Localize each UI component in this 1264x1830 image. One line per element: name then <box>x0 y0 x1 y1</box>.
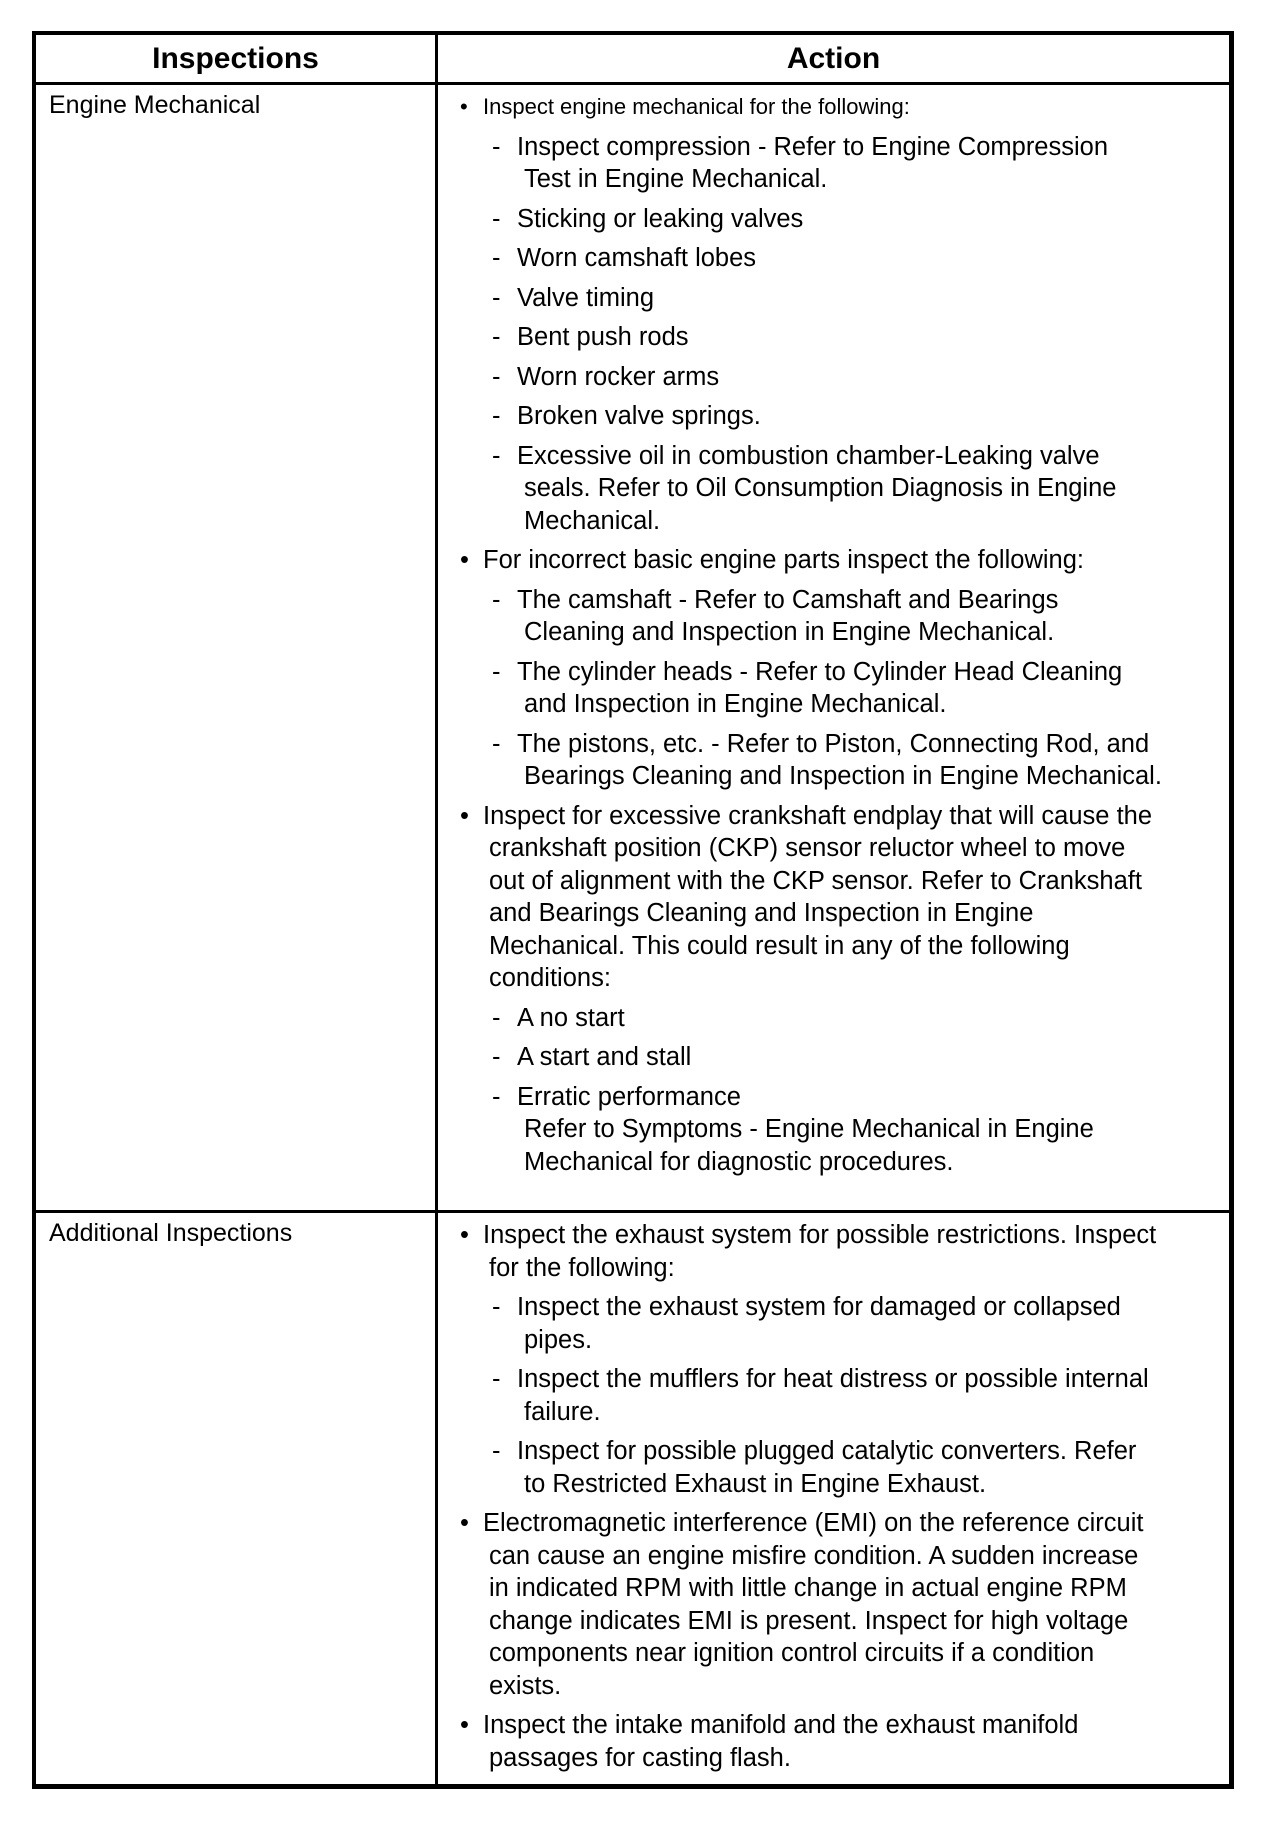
dash-icon: - <box>492 657 501 686</box>
sub-item-text-line: Sticking or leaking valves <box>517 204 804 233</box>
sub-item-text-line: and Inspection in Engine Mechanical. <box>524 690 947 718</box>
dash-icon: - <box>492 402 501 430</box>
sub-item-text-line: Inspect compression - Refer to Engine Compression <box>517 132 1109 161</box>
bullet-text-line: change indicates EMI is present. Inspect for high voltage <box>489 1606 1129 1635</box>
sub-item-text-line: to Restricted Exhaust in Engine Exhaust. <box>524 1469 987 1498</box>
bullet-item <box>438 800 1229 995</box>
sub-item-text-line: Valve timing <box>517 283 655 312</box>
sub-item <box>438 1041 1229 1074</box>
dash-icon: - <box>492 585 501 614</box>
sub-item-text-line: Worn camshaft lobes <box>517 244 757 272</box>
sub-item <box>438 131 1229 196</box>
sub-item-text-line: Inspect the mufflers for heat distress or possible internal <box>517 1365 1149 1393</box>
row-divider <box>36 1210 1229 1213</box>
sub-item <box>438 282 1229 315</box>
bullet-item <box>438 91 1229 124</box>
dash-icon: - <box>492 323 501 351</box>
sub-item <box>438 1363 1229 1428</box>
sub-item-text-line: Bearings Cleaning and Inspection in Engine Mechanical. <box>524 762 1162 790</box>
action-cell-engine-mechanical <box>438 91 1229 1185</box>
sub-item-text-line: Mechanical. <box>524 506 661 535</box>
sub-item-text-line: Refer to Symptoms - Engine Mechanical in Engine <box>524 1115 1094 1143</box>
sub-item-text-line: seals. Refer to Oil Consumption Diagnosis in Engine <box>524 474 1117 502</box>
bullet-text-line: passages for casting flash. <box>489 1743 791 1772</box>
bullet-item <box>438 544 1229 577</box>
bullet-icon: • <box>460 94 468 119</box>
sub-item <box>438 400 1229 433</box>
header-action: Action <box>786 42 881 75</box>
bullet-icon: • <box>460 1509 469 1537</box>
bullet-text-line: For incorrect basic engine parts inspect the following: <box>483 546 1084 574</box>
bullet-text-line: Inspect the intake manifold and the exhaust manifold <box>483 1711 1079 1739</box>
dash-icon: - <box>492 132 501 161</box>
sub-item <box>438 584 1229 649</box>
dash-icon: - <box>492 1437 501 1465</box>
sub-item-text-line: A start and stall <box>517 1043 692 1071</box>
action-cell-additional-inspections <box>438 1219 1229 1781</box>
bullet-text-line: for the following: <box>489 1253 675 1282</box>
dash-icon: - <box>492 1043 501 1071</box>
bullet-text-line: components near ignition control circuits if a condition <box>489 1639 1095 1667</box>
sub-item-text-line: Excessive oil in combustion chamber-Leaking valve <box>517 441 1100 470</box>
sub-item <box>438 1291 1229 1356</box>
sub-item-text-line: The pistons, etc. - Refer to Piston, Connecting Rod, and <box>517 729 1150 758</box>
sub-item-text-line: The camshaft - Refer to Camshaft and Bearings <box>517 585 1059 614</box>
dash-icon: - <box>492 204 501 233</box>
bullet-item <box>438 1507 1229 1702</box>
sub-item-text-line: Worn rocker arms <box>517 362 720 391</box>
header-inspections: Inspections <box>152 42 319 75</box>
sub-item-text-line: Mechanical for diagnostic procedures. <box>524 1147 954 1176</box>
sub-item <box>438 242 1229 275</box>
sub-item-text-line: A no start <box>517 1003 625 1032</box>
bullet-text-line: out of alignment with the CKP sensor. Refer to Crankshaft <box>489 866 1142 895</box>
bullet-item <box>438 1219 1229 1284</box>
sub-item-text-line: The cylinder heads - Refer to Cylinder Head Cleaning <box>517 657 1123 686</box>
sub-item-text-line: Broken valve springs. <box>517 402 761 430</box>
bullet-text-line: Electromagnetic interference (EMI) on the reference circuit <box>483 1509 1144 1537</box>
bullet-text-line: Mechanical. This could result in any of the following <box>489 931 1070 960</box>
dash-icon: - <box>492 244 501 272</box>
inspection-table <box>32 31 1234 1789</box>
dash-icon: - <box>492 1003 501 1032</box>
dash-icon: - <box>492 441 501 470</box>
bullet-text-line: crankshaft position (CKP) sensor reluctor wheel to move <box>489 834 1126 862</box>
bullet-icon: • <box>460 1711 469 1739</box>
dash-icon: - <box>492 362 501 391</box>
sub-item <box>438 203 1229 236</box>
bullet-icon: • <box>460 546 469 574</box>
bullet-text-line: Inspect engine mechanical for the following: <box>483 94 910 119</box>
sub-item <box>438 1002 1229 1035</box>
sub-item <box>438 440 1229 538</box>
sub-item-text-line: pipes. <box>524 1325 593 1354</box>
sub-item-text-line: Inspect for possible plugged catalytic converters. Refer <box>517 1437 1137 1465</box>
bullet-item <box>438 1709 1229 1774</box>
sub-item-text-line: Bent push rods <box>517 323 689 351</box>
dash-icon: - <box>492 283 501 312</box>
sub-item-text-line: Inspect the exhaust system for damaged or collapsed <box>517 1293 1121 1321</box>
category-additional-inspections: Additional Inspections <box>49 1219 293 1247</box>
sub-item-text-line: Cleaning and Inspection in Engine Mechanical. <box>524 618 1055 646</box>
dash-icon: - <box>492 1293 501 1321</box>
sub-item <box>438 361 1229 394</box>
category-engine-mechanical: Engine Mechanical <box>49 91 261 119</box>
bullet-icon: • <box>460 1221 469 1249</box>
bullet-text-line: in indicated RPM with little change in actual engine RPM <box>489 1574 1127 1602</box>
sub-item <box>438 1081 1229 1179</box>
sub-item-text-line: failure. <box>524 1397 601 1426</box>
bullet-text-line: exists. <box>489 1671 562 1700</box>
dash-icon: - <box>492 1082 501 1111</box>
sub-item <box>438 656 1229 721</box>
sub-item <box>438 321 1229 354</box>
header-divider <box>36 82 1229 85</box>
bullet-icon: • <box>460 801 469 830</box>
sub-item <box>438 728 1229 793</box>
sub-item <box>438 1435 1229 1500</box>
bullet-text-line: Inspect the exhaust system for possible restrictions. Inspect <box>483 1221 1157 1249</box>
bullet-text-line: Inspect for excessive crankshaft endplay that will cause the <box>483 801 1153 830</box>
bullet-text-line: can cause an engine misfire condition. A sudden increase <box>489 1541 1139 1570</box>
sub-item-text-line: Erratic performance <box>517 1082 741 1111</box>
bullet-text-line: and Bearings Cleaning and Inspection in Engine <box>489 899 1034 927</box>
dash-icon: - <box>492 1365 501 1393</box>
sub-item-text-line: Test in Engine Mechanical. <box>524 165 828 193</box>
dash-icon: - <box>492 729 501 758</box>
bullet-text-line: conditions: <box>489 964 611 992</box>
